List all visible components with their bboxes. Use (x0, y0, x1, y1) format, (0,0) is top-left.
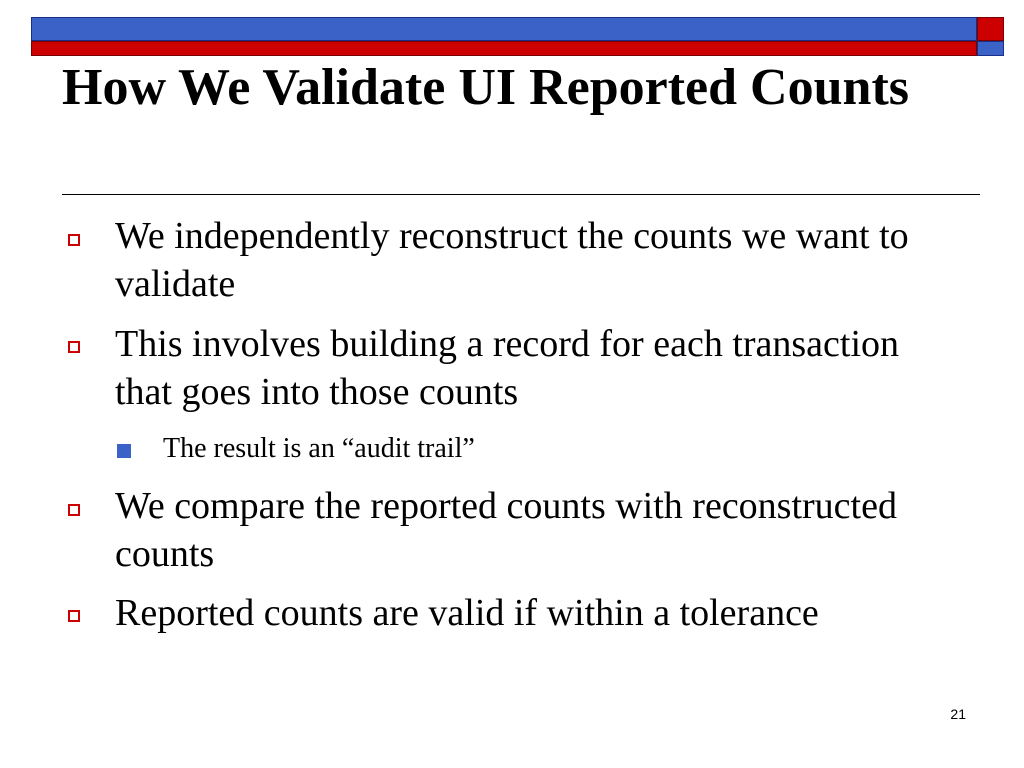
bullet-item-4: Reported counts are valid if within a tolerance (115, 592, 819, 634)
header-blue-bar (31, 17, 977, 41)
title-divider (62, 194, 980, 195)
header-blue-square (977, 41, 1004, 56)
hollow-square-bullet-icon (68, 610, 80, 622)
hollow-square-bullet-icon (68, 234, 80, 246)
bullet-item-2: This involves building a record for each transaction that goes into those counts (115, 323, 900, 413)
filled-square-bullet-icon (117, 444, 131, 458)
hollow-square-bullet-icon (68, 341, 80, 353)
page-number: 21 (950, 706, 966, 722)
sub-bullet-item-1: The result is an “audit trail” (163, 433, 475, 464)
header-red-bar (31, 41, 977, 56)
slide-title: How We Validate UI Reported Counts (62, 59, 910, 116)
bullet-item-3: We compare the reported counts with reconstructed counts (115, 485, 897, 575)
bullet-item-1: We independently reconstruct the counts we want to validate (115, 215, 909, 305)
hollow-square-bullet-icon (68, 504, 80, 516)
header-red-square (977, 17, 1004, 41)
